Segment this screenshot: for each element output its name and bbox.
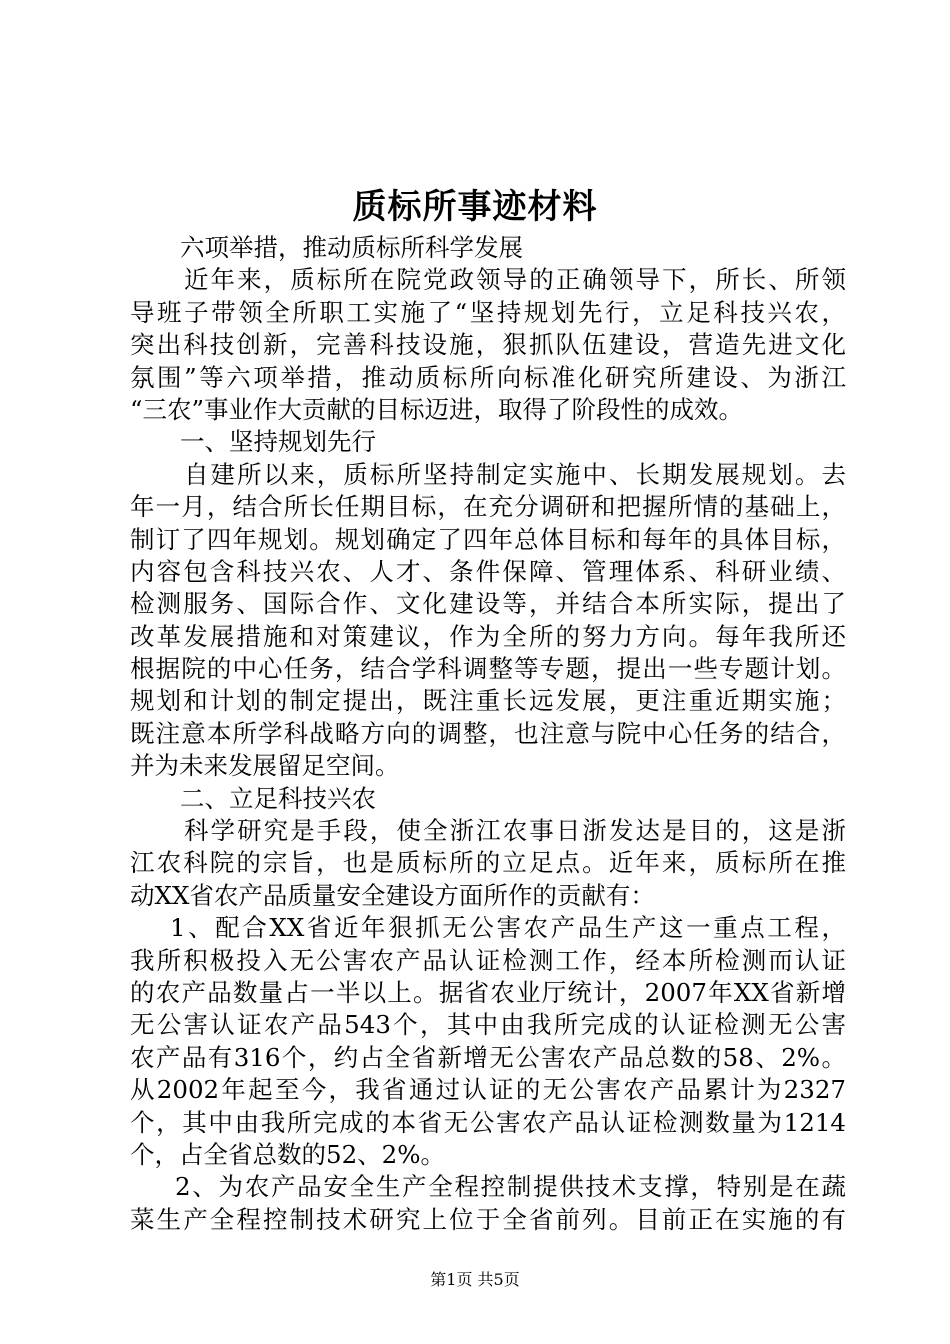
text-line: 1、配合XX省近年狠抓无公害农产品生产这一重点工程， — [170, 913, 846, 943]
text-line: 自建所以来，质标所坚持制定实施中、长期发展规划。去 — [184, 459, 846, 489]
text-line: 菜生产全程控制技术研究上位于全省前列。目前正在实施的有 — [130, 1204, 846, 1234]
text-line: 氛围”等六项举措，推动质标所向标准化研究所建设、为浙江 — [130, 362, 846, 392]
text-line: 的农产品数量占一半以上。据省农业厅统计，2007年XX省新增 — [130, 977, 846, 1007]
text-line: 年一月，结合所长任期目标，在充分调研和把握所情的基础上， — [130, 492, 846, 522]
text-line: 既注意本所学科战略方向的调整，也注意与院中心任务的结合， — [130, 718, 846, 748]
section-heading-1: 一、坚持规划先行 — [180, 427, 376, 457]
text-line: 导班子带领全所职工实施了“坚持规划先行，立足科技兴农， — [130, 297, 846, 327]
text-line: 科学研究是手段，使全浙江农事日浙发达是目的，这是浙 — [184, 816, 846, 846]
text-line: 近年来，质标所在院党政领导的正确领导下，所长、所领 — [184, 265, 846, 295]
text-line: 个，占全省总数的52、2%。 — [130, 1139, 446, 1169]
text-line: 检测服务、国际合作、文化建设等，并结合本所实际，提出了 — [130, 589, 846, 619]
text-line: 动XX省农产品质量安全建设方面所作的贡献有： — [130, 880, 655, 910]
section-heading-2: 二、立足科技兴农 — [180, 783, 376, 813]
document-body — [130, 232, 846, 1236]
page-number-footer: 第1页 共5页 — [430, 1270, 520, 1289]
text-line: 根据院的中心任务，结合学科调整等专题，提出一些专题计划。 — [130, 654, 846, 684]
text-line: 规划和计划的制定提出，既注重长远发展，更注重近期实施； — [130, 686, 846, 716]
text-line: 从2002年起至今，我省通过认证的无公害农产品累计为2327 — [130, 1075, 846, 1105]
text-line: 我所积极投入无公害农产品认证检测工作，经本所检测而认证 — [130, 945, 846, 975]
document-title: 质标所事迹材料 — [352, 187, 598, 227]
text-line: 制订了四年规划。规划确定了四年总体目标和每年的具体目标， — [130, 524, 846, 554]
text-line: 农产品有316个，约占全省新增无公害农产品总数的58、2%。 — [130, 1042, 846, 1072]
section-heading-six-measures: 六项举措，推动质标所科学发展 — [180, 233, 523, 262]
text-line: 内容包含科技兴农、人才、条件保障、管理体系、科研业绩、 — [130, 556, 846, 586]
text-line: 突出科技创新，完善科技设施，狠抓队伍建设，营造先进文化 — [130, 330, 846, 360]
text-line: 江农科院的宗旨，也是质标所的立足点。近年来，质标所在推 — [130, 848, 846, 878]
text-line: 无公害认证农产品543个，其中由我所完成的认证检测无公害 — [130, 1010, 846, 1040]
text-line: 并为未来发展留足空间。 — [130, 751, 400, 781]
text-line: 改革发展措施和对策建议，作为全所的努力方向。每年我所还 — [130, 621, 846, 651]
text-line: 2、为农产品安全生产全程控制提供技术支撑，特别是在蔬 — [175, 1172, 846, 1202]
text-line: “三农”事业作大贡献的目标迈进，取得了阶段性的成效。 — [130, 394, 744, 424]
text-line: 个，其中由我所完成的本省无公害农产品认证检测数量为1214 — [130, 1107, 846, 1137]
